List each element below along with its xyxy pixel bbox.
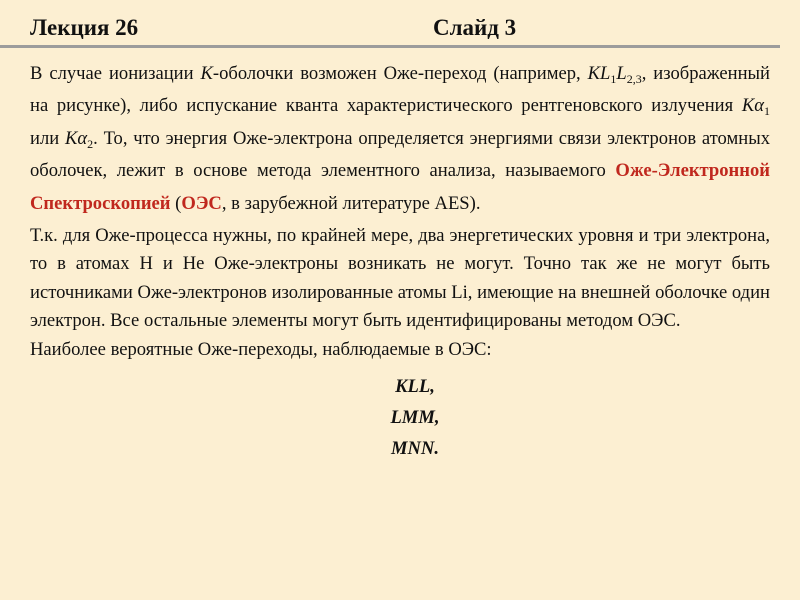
separator: . xyxy=(434,438,440,460)
slide-number: Слайд 3 xyxy=(433,15,517,40)
text-segment: -оболочки возможен Оже-переход (например, xyxy=(212,63,588,84)
slide-header xyxy=(0,0,800,50)
transition-list xyxy=(30,371,770,464)
text-segment: или xyxy=(30,127,65,149)
k-alpha1-symbol: Kα xyxy=(741,95,764,117)
paragraph-auger-conditions: Т.к. для Оже-процесса нужны, по крайней мере, два энергетических уровня и три электрона, то в атомах H и He Оже-электроны возникать не могут. Точно так же не могут быть источниками Оже-электронов изолированные атомы Li, имеющие на внешней оболочке один электрон. Все остальные элементы могут быть идентифицированы методом ОЭС. xyxy=(30,225,770,332)
header-divider xyxy=(0,45,780,48)
text-segment: ( xyxy=(170,192,182,214)
paragraph-auger-intro xyxy=(30,58,770,220)
transition-item xyxy=(60,371,770,402)
subscript: 1 xyxy=(610,72,617,86)
highlighted-abbreviation: ОЭС xyxy=(181,192,222,214)
transition-label: KLL xyxy=(395,376,431,398)
subscript: 2,3 xyxy=(626,72,642,86)
k-alpha2-symbol: Kα xyxy=(64,127,88,149)
text-segment: , изображенный на рисунке), либо испускание кванта характеристического рентгеновского излучения xyxy=(30,63,770,117)
transition-symbol: L xyxy=(616,63,627,84)
subscript: 2 xyxy=(87,136,94,151)
slide-body xyxy=(30,58,770,464)
transition-symbol: KL xyxy=(587,63,611,84)
lecture-title: Лекция 26 xyxy=(30,15,139,40)
paragraph-transitions-intro: Наиболее вероятные Оже-переходы, наблюдаемые в ОЭС: xyxy=(30,338,492,360)
text-segment: В случае ионизации xyxy=(30,63,201,84)
transition-item xyxy=(60,402,770,433)
separator: , xyxy=(434,407,440,429)
k-shell-symbol: К xyxy=(200,63,213,84)
transition-item xyxy=(60,433,770,464)
text-segment: , в зарубежной литературе AES). xyxy=(221,192,481,214)
separator: , xyxy=(430,376,435,398)
transition-label: MNN xyxy=(390,438,435,460)
text-segment: . То, что энергия Оже-электрона определяется энергиями связи электронов атомных оболочек, лежит в основе метода элементного анализа, называемого xyxy=(30,127,770,182)
subscript: 1 xyxy=(764,104,770,119)
highlighted-term: Оже-Электронной Спектроскопией xyxy=(30,160,770,214)
transition-label: LMM xyxy=(390,407,435,429)
